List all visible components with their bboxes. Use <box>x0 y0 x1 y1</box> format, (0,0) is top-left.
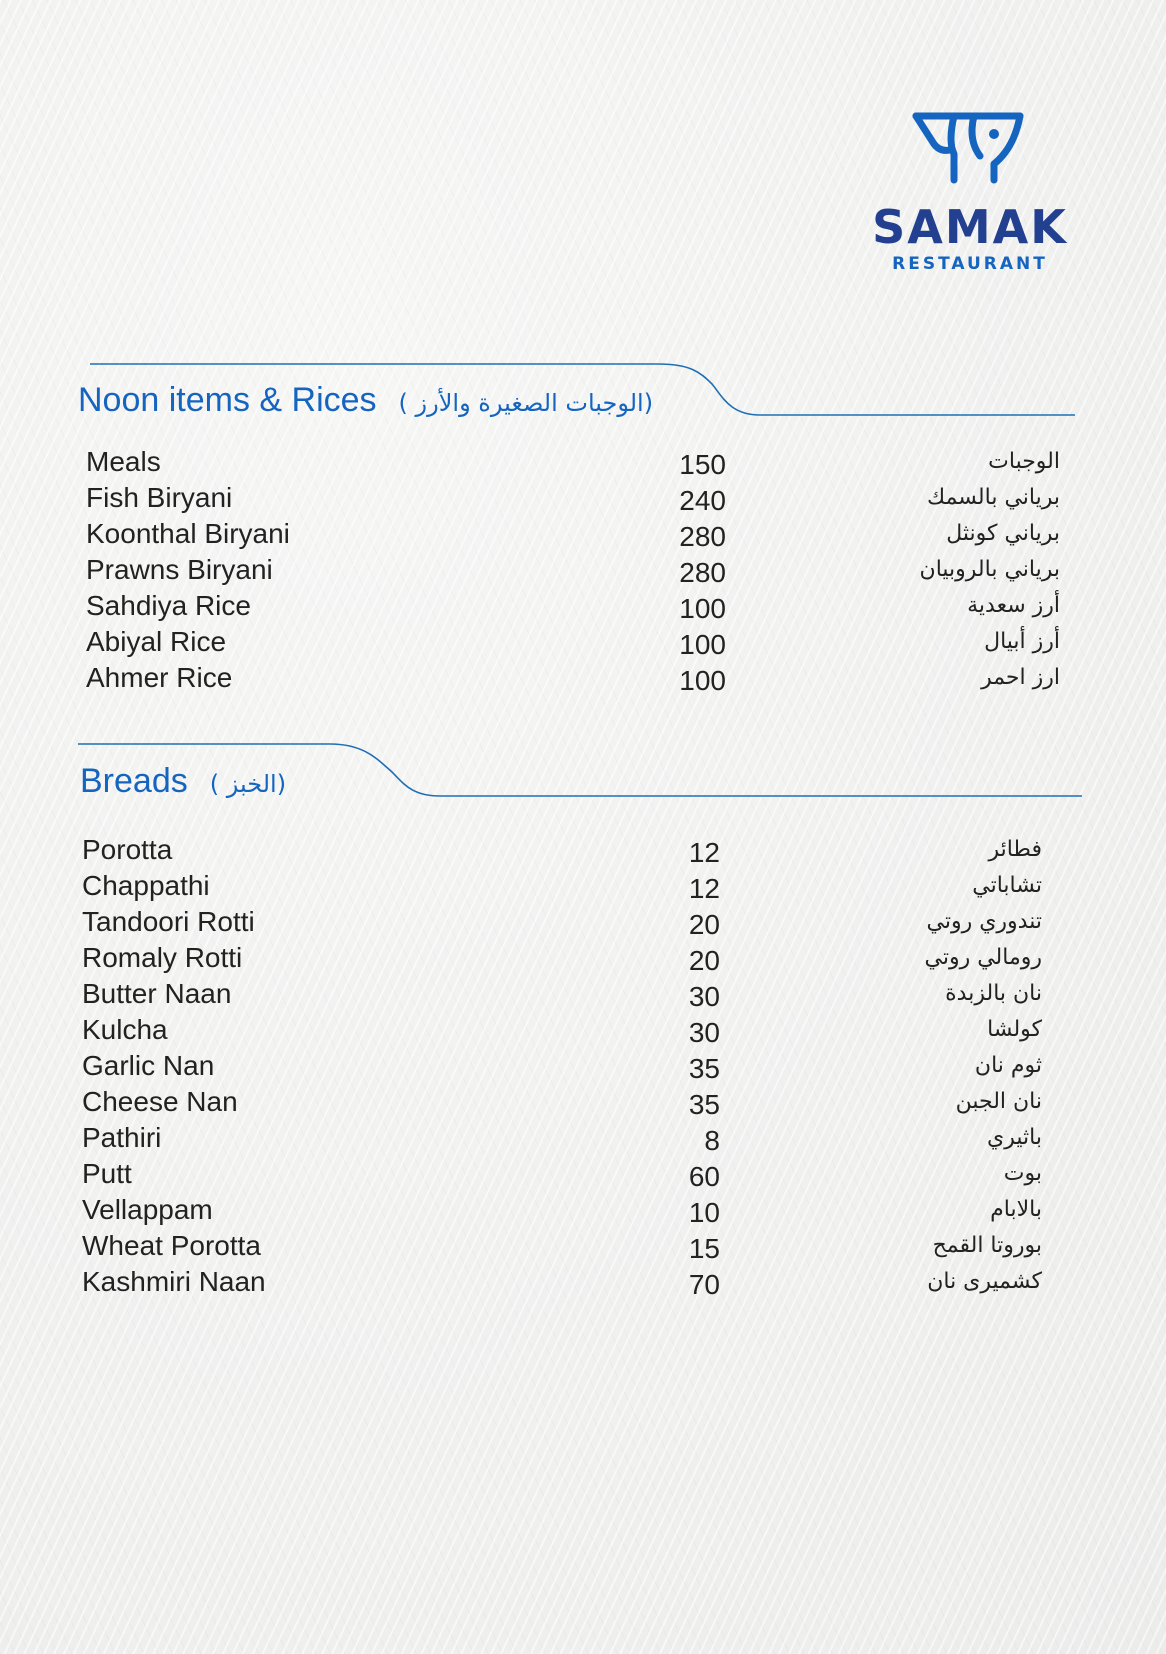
menu-item <box>82 1012 1082 1048</box>
menu-item <box>82 1192 1082 1228</box>
menu-item-name: Garlic Nan <box>82 1050 215 1081</box>
menu-item-name: Butter Naan <box>82 978 232 1009</box>
menu-item-name-ar: بالابام <box>990 1197 1042 1222</box>
menu-item-price: 20 <box>688 909 720 940</box>
menu-item-name-ar: باثيري <box>987 1125 1042 1150</box>
menu-item <box>82 1120 1082 1156</box>
menu-item-name: Meals <box>86 446 161 477</box>
menu-item <box>86 624 1086 660</box>
menu-item-name-ar: بوت <box>1003 1161 1042 1186</box>
menu-item-price: 30 <box>688 1017 720 1048</box>
menu-item-name-ar: الوجبات <box>988 449 1060 474</box>
menu-item-name: Abiyal Rice <box>86 626 227 657</box>
menu-item-name: Pathiri <box>82 1122 162 1153</box>
menu-item <box>86 588 1086 624</box>
menu-item-name-ar: كولشا <box>987 1017 1042 1042</box>
menu-item-price: 12 <box>688 873 720 904</box>
menu-item-name: Romaly Rotti <box>82 942 243 973</box>
menu-item-name: Cheese Nan <box>82 1086 238 1117</box>
brand-name: SAMAK <box>872 200 1068 254</box>
menu-item-name-ar: فطائر <box>988 837 1042 862</box>
menu-item <box>86 480 1086 516</box>
menu-item-name-ar: رومالي روتي <box>924 945 1042 970</box>
menu-item <box>82 868 1082 904</box>
menu-item <box>82 1048 1082 1084</box>
menu-item-name-ar: بوروتا القمح <box>932 1233 1042 1258</box>
menu-item <box>86 444 1086 480</box>
menu-item-price: 30 <box>688 981 720 1012</box>
menu-item <box>82 1264 1082 1300</box>
menu-item-price: 70 <box>688 1269 720 1300</box>
menu-item-name-ar: أرز أبيال <box>984 629 1060 654</box>
menu-item <box>82 940 1082 976</box>
menu-item-price: 240 <box>679 485 726 516</box>
menu-item-name: Chappathi <box>82 870 210 901</box>
menu-item-name: Vellappam <box>82 1194 213 1225</box>
menu-item-name: Koonthal Biryani <box>86 518 290 549</box>
menu-item-name-ar: تشاباتي <box>972 873 1042 898</box>
menu-item <box>82 1228 1082 1264</box>
menu-item-price: 100 <box>679 629 726 660</box>
menu-item-price: 60 <box>688 1161 720 1192</box>
menu-item-name: Kulcha <box>82 1014 168 1045</box>
menu-item-name-ar: ثوم نان <box>974 1053 1042 1078</box>
menu-item-price: 15 <box>688 1233 720 1264</box>
section-title-breads <box>80 762 286 801</box>
menu-item-name: Sahdiya Rice <box>86 590 251 621</box>
menu-item <box>82 904 1082 940</box>
menu-item-price: 35 <box>688 1089 720 1120</box>
menu-item <box>86 552 1086 588</box>
menu-item-name-ar: تندوري روتي <box>926 909 1042 934</box>
menu-item-price: 150 <box>679 449 726 480</box>
section-title-noon-ar: ( الوجبات الصغيرة والأرز) <box>398 389 654 417</box>
menu-item-name: Wheat Porotta <box>82 1230 261 1261</box>
menu-item-price: 100 <box>679 665 726 696</box>
section-title-breads-ar: ( الخبز) <box>209 770 287 798</box>
menu-item-name-ar: برياني كونثل <box>946 521 1060 546</box>
menu-item-name: Porotta <box>82 834 173 865</box>
menu-item-name-ar: نان الجبن <box>955 1089 1042 1114</box>
menu-item-name: Prawns Biryani <box>86 554 273 585</box>
menu-list-noon <box>86 444 1086 696</box>
menu-item-name-ar: أرز سعدية <box>967 593 1060 618</box>
menu-item-price: 12 <box>688 837 720 868</box>
menu-item-name-ar: برياني بالسمك <box>927 485 1060 510</box>
menu-list-breads <box>82 832 1082 1300</box>
menu-item <box>82 832 1082 868</box>
menu-item-name: Tandoori Rotti <box>82 906 255 937</box>
menu-item-name-ar: كشميرى نان <box>927 1269 1042 1294</box>
menu-item-name-ar: برياني بالروبيان <box>919 557 1060 582</box>
menu-item-price: 35 <box>688 1053 720 1084</box>
menu-item <box>86 660 1086 696</box>
menu-item-name: Putt <box>82 1158 132 1189</box>
menu-item-name-ar: ارز احمر <box>981 665 1060 690</box>
menu-item <box>86 516 1086 552</box>
brand-subtitle: RESTAURANT <box>892 254 1048 274</box>
section-title-noon <box>78 381 653 420</box>
menu-item-price: 10 <box>688 1197 720 1228</box>
menu-item <box>82 1156 1082 1192</box>
menu-item <box>82 1084 1082 1120</box>
menu-item <box>82 976 1082 1012</box>
menu-item-name: Kashmiri Naan <box>82 1266 266 1297</box>
menu-item-price: 20 <box>688 945 720 976</box>
menu-item-price: 8 <box>704 1125 720 1156</box>
menu-item-name: Ahmer Rice <box>86 662 233 693</box>
menu-item-price: 280 <box>679 557 726 588</box>
menu-item-price: 100 <box>679 593 726 624</box>
section-title-noon-en: Noon items & Rices <box>78 381 377 419</box>
menu-item-name: Fish Biryani <box>86 482 233 513</box>
section-title-breads-en: Breads <box>80 762 188 800</box>
menu-item-name-ar: نان بالزبدة <box>945 981 1042 1006</box>
menu-item-price: 280 <box>679 521 726 552</box>
